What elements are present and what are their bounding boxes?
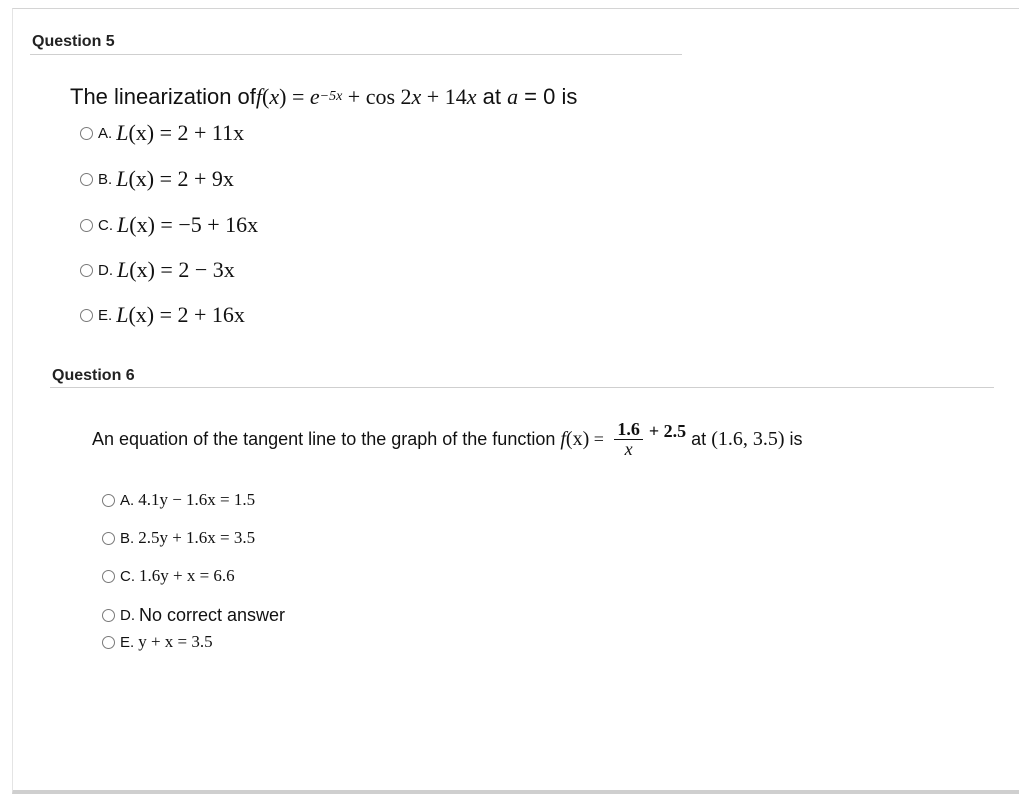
question-5-prompt: The linearization of f ( x ) = e −5x + cos 2 x + 14 x at a = 0 is bbox=[70, 84, 578, 109]
q5-option-d-radio[interactable] bbox=[80, 264, 93, 277]
q5-option-d[interactable]: D. L(x) = 2 − 3x bbox=[80, 257, 235, 283]
q6-option-c-radio[interactable] bbox=[102, 570, 115, 583]
q6-option-d-radio[interactable] bbox=[102, 609, 115, 622]
q6-option-e-radio[interactable] bbox=[102, 636, 115, 649]
q5-option-a-radio[interactable] bbox=[80, 127, 93, 140]
fraction: $\frac{1.6}{x}$ bbox=[614, 420, 643, 459]
q5-option-c-radio[interactable] bbox=[80, 219, 93, 232]
question-5-divider bbox=[30, 54, 682, 55]
question-6-title: Question 6 bbox=[52, 367, 135, 384]
q6-option-e[interactable]: E. y + x = 3.5 bbox=[102, 632, 213, 652]
q5-option-c[interactable]: C. L(x) = −5 + 16x bbox=[80, 212, 258, 238]
q5-option-e[interactable]: E. L(x) = 2 + 16x bbox=[80, 302, 245, 328]
q6-option-a[interactable]: A. 4.1y − 1.6x = 1.5 bbox=[102, 490, 255, 510]
q5-option-a[interactable]: A. L(x) = 2 + 11x bbox=[80, 120, 244, 146]
question-6-divider bbox=[50, 387, 994, 388]
question-5-title: Question 5 bbox=[32, 33, 115, 50]
q5-option-b[interactable]: B. L(x) = 2 + 9x bbox=[80, 166, 234, 192]
q6-option-b-radio[interactable] bbox=[102, 532, 115, 545]
q6-option-a-radio[interactable] bbox=[102, 494, 115, 507]
q6-option-d[interactable]: D. No correct answer bbox=[102, 605, 285, 626]
question-6-prompt: An equation of the tangent line to the graph of the function f (x) = $\frac{1.6}{x}$ + 2.5 at (1.6, 3.5) is bbox=[92, 419, 803, 459]
q5-option-e-radio[interactable] bbox=[80, 309, 93, 322]
q6-option-b[interactable]: B. 2.5y + 1.6x = 3.5 bbox=[102, 528, 255, 548]
q6-option-c[interactable]: C. 1.6y + x = 6.6 bbox=[102, 566, 235, 586]
q5-option-b-radio[interactable] bbox=[80, 173, 93, 186]
